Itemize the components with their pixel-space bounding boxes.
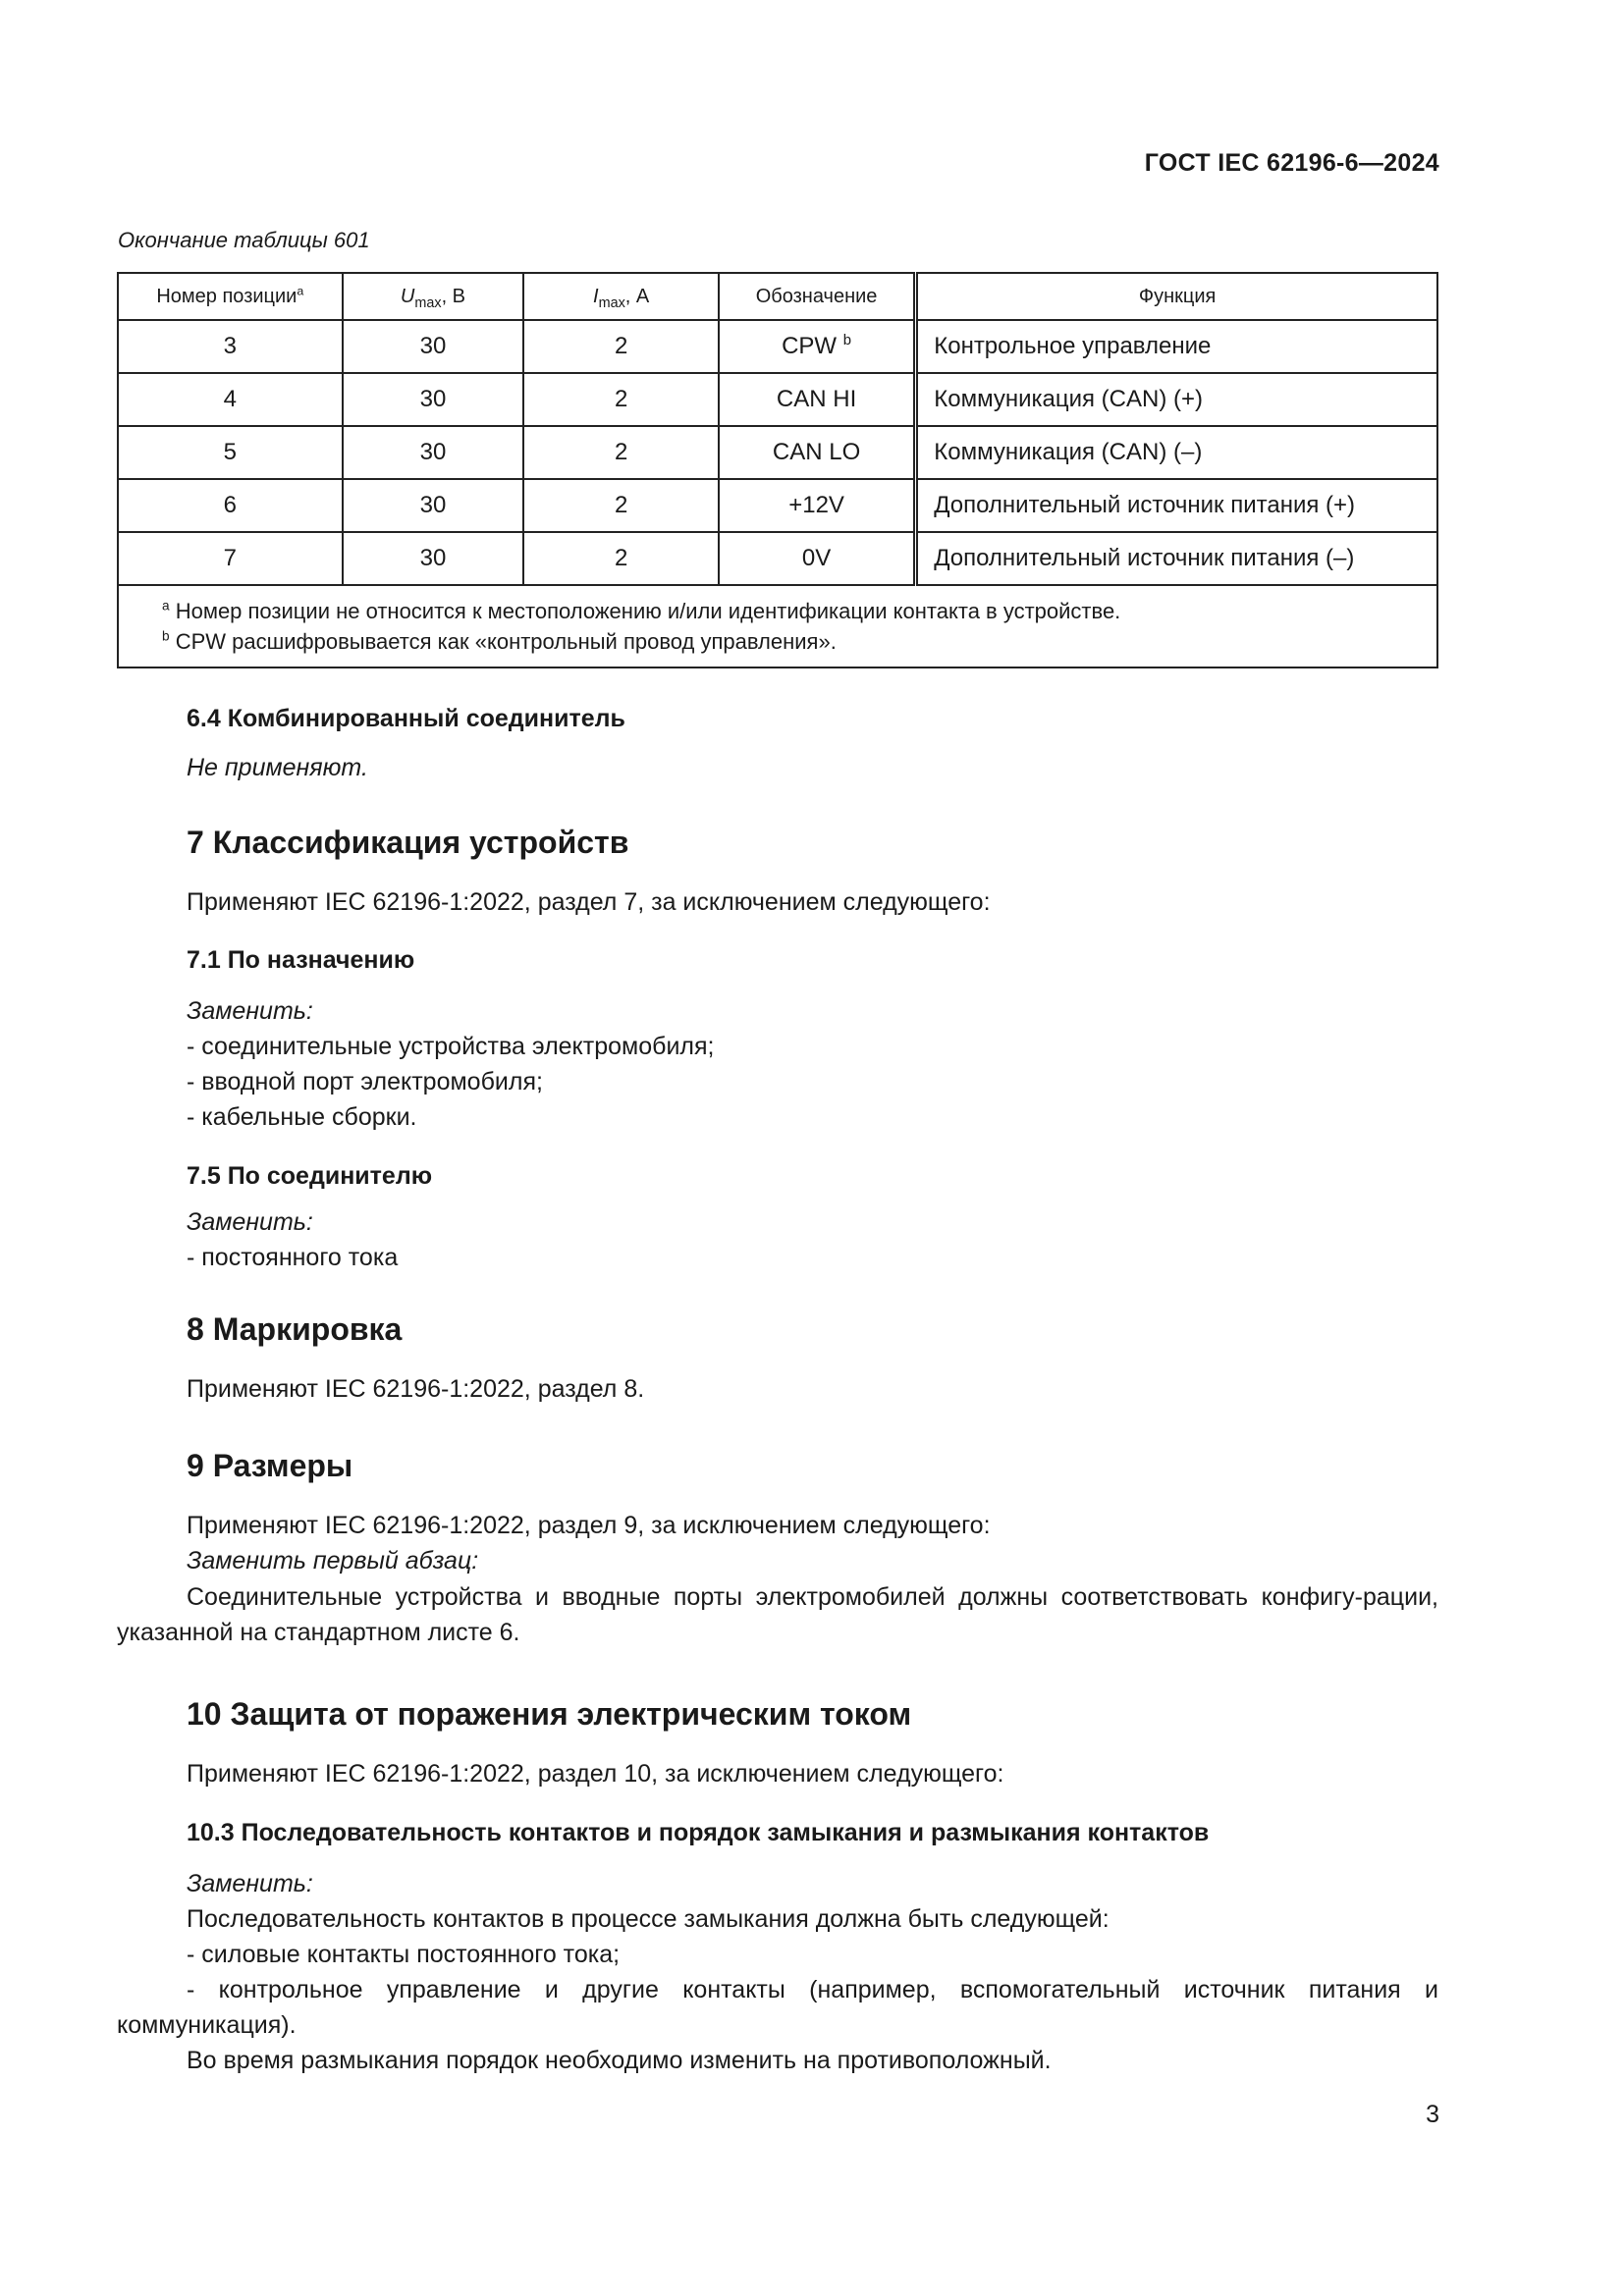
section-10-intro: Применяют IEC 62196-1:2022, раздел 10, за исключением следующего: <box>187 1760 1004 1788</box>
cell-position: 5 <box>118 426 343 479</box>
cell-designation: 0V <box>719 532 916 585</box>
table-caption: Окончание таблицы 601 <box>118 228 370 252</box>
page-number: 3 <box>1426 2101 1439 2128</box>
table-row <box>118 373 1437 426</box>
cell-designation: CAN LO <box>719 426 916 479</box>
section-7-5-body <box>187 1204 398 1275</box>
cell-position: 6 <box>118 479 343 532</box>
cell-umax: 30 <box>343 373 524 426</box>
section-10-3-closing: Во время размыкания порядок необходимо изменить на противоположный. <box>187 2047 1052 2074</box>
cell-designation: CAN HI <box>719 373 916 426</box>
cell-designation: +12V <box>719 479 916 532</box>
cell-umax: 30 <box>343 479 524 532</box>
header-imax: $I_{max}$, А <box>523 273 719 320</box>
section-10-3-item2: - контрольное управление и другие контакты (например, вспомогательный источник питания и коммуникация). <box>117 1976 1438 2039</box>
list-item: - силовые контакты постоянного тока; <box>187 1941 621 1968</box>
cell-function: Контрольное управление <box>916 320 1437 373</box>
cell-position: 3 <box>118 320 343 373</box>
cell-position: 4 <box>118 373 343 426</box>
section-10-3-title: 10.3 Последовательность контактов и порядок замыкания и размыкания контактов <box>187 1819 1210 1846</box>
standard-code-header: ГОСТ IEC 62196-6—2024 <box>1144 149 1439 177</box>
table-row <box>118 426 1437 479</box>
cell-umax: 30 <box>343 426 524 479</box>
cell-function: Коммуникация (CAN) (+) <box>916 373 1437 426</box>
list-item: - соединительные устройства электромобиля; <box>187 1033 715 1060</box>
header-position: Номер позиции$^a$ <box>118 273 343 320</box>
section-10-3-lead: Последовательность контактов в процессе замыкания должна быть следующей: <box>187 1905 1110 1933</box>
cell-umax: 30 <box>343 532 524 585</box>
table-601 <box>117 272 1438 668</box>
section-9-text: Соединительные устройства и вводные порты электромобилей должны соответствовать конфигу-рации, указанной на стандартном листе 6. <box>117 1583 1438 1646</box>
cell-umax: 30 <box>343 320 524 373</box>
header-designation: Обозначение <box>719 273 916 320</box>
section-7-1-title: 7.1 По назначению <box>187 946 415 974</box>
cell-imax: 2 <box>523 532 719 585</box>
section-7-5-title: 7.5 По соединителю <box>187 1162 433 1190</box>
section-7-1-body <box>187 993 714 1135</box>
cell-designation: CPW $^b$ <box>719 320 916 373</box>
section-10-3-body <box>187 1866 1110 1972</box>
header-function: Функция <box>916 273 1437 320</box>
cell-function: Дополнительный источник питания (+) <box>916 479 1437 532</box>
table-note: $^a$ Номер позиции не относится к местоположению и/или идентификации контакта в устройстве. <box>162 598 1121 623</box>
section-7-title: 7 Классификация устройств <box>187 825 629 860</box>
cell-imax: 2 <box>523 426 719 479</box>
header-umax: $U_{max}$, В <box>343 273 524 320</box>
section-9-intro: Применяют IEC 62196-1:2022, раздел 9, за исключением следующего: <box>187 1512 991 1539</box>
cell-imax: 2 <box>523 479 719 532</box>
table-header-row <box>118 273 1437 320</box>
section-8-title: 8 Маркировка <box>187 1311 403 1347</box>
list-item: - постоянного тока <box>187 1244 399 1271</box>
section-9-title: 9 Размеры <box>187 1448 353 1483</box>
section-6-4-title: 6.4 Комбинированный соединитель <box>187 705 625 732</box>
cell-position: 7 <box>118 532 343 585</box>
cell-function: Дополнительный источник питания (–) <box>916 532 1437 585</box>
section-8-intro: Применяют IEC 62196-1:2022, раздел 8. <box>187 1375 645 1403</box>
section-10-title: 10 Защита от поражения электрическим током <box>187 1696 912 1732</box>
list-item: - вводной порт электромобиля; <box>187 1068 543 1095</box>
table-row <box>118 532 1437 585</box>
table-notes <box>118 585 1437 667</box>
replace-label: Заменить: <box>187 1870 313 1897</box>
replace-label: Заменить: <box>187 1208 313 1236</box>
table-row <box>118 320 1437 373</box>
list-item: - кабельные сборки. <box>187 1103 417 1131</box>
cell-imax: 2 <box>523 320 719 373</box>
section-7-intro: Применяют IEC 62196-1:2022, раздел 7, за исключением следующего: <box>187 888 991 916</box>
table-note: $^b$ CPW расшифровывается как «контрольный провод управления». <box>162 628 837 654</box>
cell-imax: 2 <box>523 373 719 426</box>
table-notes-row <box>118 585 1437 667</box>
section-9-replace: Заменить первый абзац: <box>187 1547 479 1575</box>
table-row <box>118 479 1437 532</box>
replace-label: Заменить: <box>187 997 313 1025</box>
cell-function: Коммуникация (CAN) (–) <box>916 426 1437 479</box>
section-6-4-text: Не применяют. <box>187 754 368 781</box>
